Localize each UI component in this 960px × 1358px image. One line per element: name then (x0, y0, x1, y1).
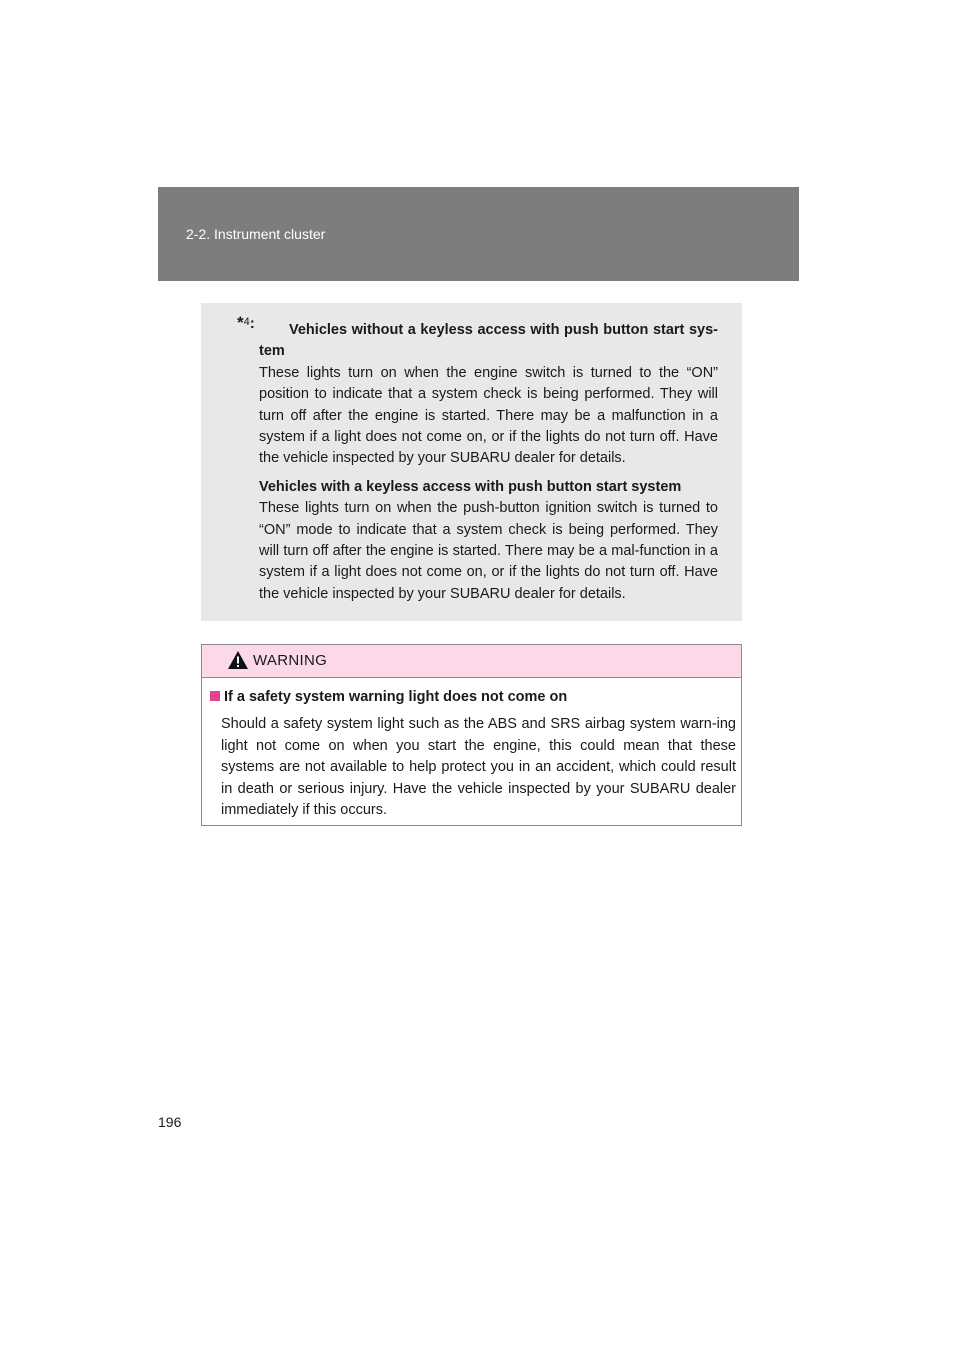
footnote-number: 4 (243, 316, 250, 328)
warning-item-text: Should a safety system light such as the ABS and SRS airbag system warn-ing light not come on when you start the engine, this could mean that these systems are not available to help protect you in an accident, which could result in death or serious injury. Have the vehicle inspected by your SUBARU dealer immediately if this occurs. (221, 716, 736, 819)
section-title: 2-2. Instrument cluster (186, 226, 326, 242)
warning-box (201, 644, 742, 826)
footnote-colon: : (249, 315, 255, 332)
footnote-body (259, 320, 718, 605)
footnote-text-with-keyless: These lights turn on when the push-button ignition switch is turned to “ON” mode to indicate that a system check is being performed. They will turn off after the engine is started. There may be a mal-function in a system if a light does not come on, or if the lights do not turn off. Have the vehicle inspected by your SUBARU dealer for details. (259, 500, 718, 602)
footnote-text-without-keyless: These lights turn on when the engine switch is turned to the “ON” position to indicate that a system check is being performed. They will turn off after the engine is started. There may be a malfunction in a system if a light does not come on, or if the lights do not turn off. Have the vehicle inspected by your SUBARU dealer for details. (259, 364, 718, 467)
warning-item-title-text: If a safety system warning light does not come on (224, 689, 568, 705)
section-header-band (158, 187, 799, 281)
asterisk: * (237, 313, 244, 332)
warning-item-title (210, 689, 567, 705)
footnote-marker (237, 313, 255, 333)
warning-triangle-icon (227, 650, 249, 675)
warning-label: WARNING (253, 652, 328, 669)
warning-header (202, 645, 741, 678)
square-bullet-icon (210, 691, 220, 701)
page-number: 196 (158, 1114, 182, 1130)
footnote-heading-without-keyless: Vehicles without a keyless access with push button start sys-tem (259, 322, 718, 360)
footnote-heading-with-keyless: Vehicles with a keyless access with push button start system (259, 478, 682, 495)
footnote-box (201, 303, 742, 621)
